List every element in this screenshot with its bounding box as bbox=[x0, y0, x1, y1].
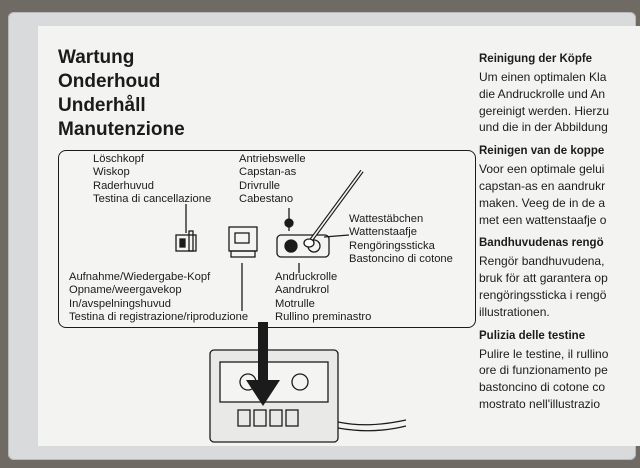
page-title bbox=[58, 46, 185, 142]
cassette-player-illustration bbox=[198, 322, 408, 446]
section-heading: Reinigen van de koppe bbox=[479, 145, 605, 158]
label-erase-head: Löschkopf Wiskop Raderhuvud Testina di cancellazione bbox=[93, 153, 212, 206]
manual-page bbox=[38, 26, 640, 446]
section-sv bbox=[479, 236, 640, 320]
erase-head-shape bbox=[176, 231, 196, 251]
label-cotton-swab: Wattestäbchen Wattenstaafje Rengöringssticka Bastoncino di cotone bbox=[349, 213, 453, 266]
section-heading: Bandhuvudenas rengö bbox=[479, 237, 604, 250]
section-heading: Pulizia delle testine bbox=[479, 329, 586, 342]
section-nl bbox=[479, 144, 640, 228]
section-it bbox=[479, 329, 640, 413]
title-line-de: Wartung bbox=[58, 47, 135, 68]
tape-mechanism-illustration bbox=[59, 151, 475, 327]
section-body: Um einen optimalen Kla die Andruckrolle und An gereinigt werden. Hierzu und die in der Abbildung bbox=[479, 70, 610, 135]
title-line-it: Manutenzione bbox=[58, 119, 185, 140]
section-de bbox=[479, 52, 640, 136]
section-body: Rengör bandhuvudena, bruk för att garantera op rengöringssticka i rengö illustrationen. bbox=[479, 254, 608, 319]
title-line-nl: Onderhoud bbox=[58, 71, 161, 92]
section-body: Pulire le testine, il rullino ore di funzionamento pe bastoncino di cotone co mostrato nell'illustrazio bbox=[479, 346, 609, 411]
section-body: Voor een optimale gelui capstan-as en aandrukr maken. Veeg de in de a met een wattenstaafje o bbox=[479, 162, 607, 227]
label-capstan: Antriebswelle Capstan-as Drivrulle Cabestano bbox=[239, 153, 306, 206]
maintenance-diagram bbox=[58, 150, 476, 328]
title-line-sv: Underhåll bbox=[58, 95, 146, 116]
section-heading: Reinigung der Köpfe bbox=[479, 53, 593, 65]
record-head-shape bbox=[229, 227, 257, 257]
cleaning-instructions bbox=[479, 52, 640, 421]
cotton-swab-shape bbox=[304, 171, 362, 247]
label-pinch-roller: Andruckrolle Aandrukrol Motrulle Rullino preminastro bbox=[275, 271, 372, 324]
label-record-head: Aufnahme/Wiedergabe-Kopf Opname/weergavekop In/avspelningshuvud Testina di registrazione/riproduzione bbox=[69, 271, 249, 324]
